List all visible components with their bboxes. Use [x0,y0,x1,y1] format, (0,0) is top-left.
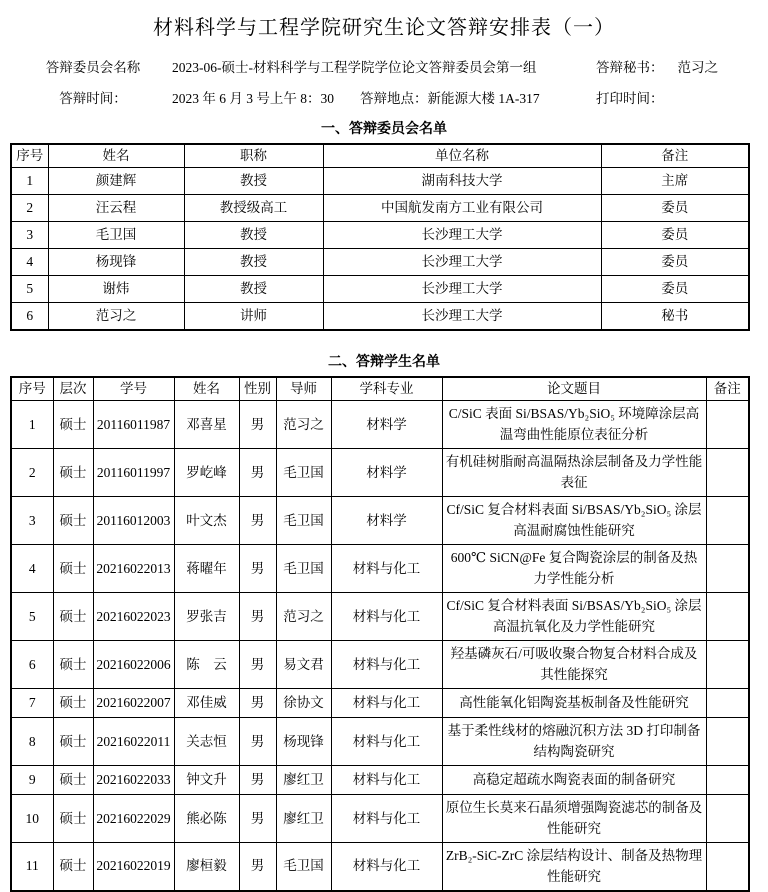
cell-title: 教授 [184,168,323,195]
col-header-note: 备注 [706,377,749,401]
cell-note [706,766,749,795]
cell-title: 教授 [184,249,323,276]
cell-major: 材料与化工 [331,795,442,843]
cell-note [706,718,749,766]
cell-name: 蒋曜年 [174,545,239,593]
student-row [11,545,749,593]
cell-org: 中国航发南方工业有限公司 [323,195,601,222]
cell-thesis-title: 600℃ SiCN@Fe 复合陶瓷涂层的制备及热力学性能分析 [442,545,706,593]
student-row [11,795,749,843]
student-row [11,641,749,689]
cell-name: 叶文杰 [174,497,239,545]
cell-gender: 男 [239,641,276,689]
cell-major: 材料与化工 [331,843,442,891]
cell-org: 长沙理工大学 [323,276,601,303]
cell-org: 长沙理工大学 [323,222,601,249]
cell-advisor: 毛卫国 [276,449,331,497]
cell-advisor: 范习之 [276,401,331,449]
col-header-major: 学科专业 [331,377,442,401]
student-row [11,593,749,641]
cell-org: 湖南科技大学 [323,168,601,195]
cell-note [706,545,749,593]
cell-advisor: 毛卫国 [276,843,331,891]
cell-no: 5 [11,276,48,303]
col-header-level: 层次 [53,377,93,401]
cell-gender: 男 [239,795,276,843]
cell-advisor: 廖红卫 [276,766,331,795]
defense-location-label: 答辩地点： [360,91,428,106]
cell-note [706,641,749,689]
cell-gender: 男 [239,718,276,766]
cell-title: 教授 [184,276,323,303]
cell-advisor: 杨现锋 [276,718,331,766]
cell-name: 熊必陈 [174,795,239,843]
cell-thesis-title: 高稳定超疏水陶瓷表面的制备研究 [442,766,706,795]
defense-time-location [172,87,596,107]
students-header-row [11,377,749,401]
cell-thesis-title: 高性能氧化铝陶瓷基板制备及性能研究 [442,689,706,718]
cell-name: 钟文升 [174,766,239,795]
cell-thesis-title: 基于柔性线材的熔融沉积方法 3D 打印制备结构陶瓷研究 [442,718,706,766]
committee-header-row [11,144,749,168]
cell-student-id: 20216022013 [93,545,174,593]
cell-name: 汪云程 [48,195,184,222]
secretary-value: 范习之 [677,60,718,75]
cell-name: 陈 云 [174,641,239,689]
defense-location-value: 新能源大楼 1A-317 [427,91,540,106]
cell-name: 罗屹峰 [174,449,239,497]
secretary-label: 答辩秘书： [596,60,664,75]
cell-advisor: 徐协文 [276,689,331,718]
committee-row [11,276,749,303]
cell-level: 硕士 [53,718,93,766]
col-header-name: 姓名 [48,144,184,168]
cell-no: 8 [11,718,53,766]
cell-note [706,401,749,449]
cell-thesis-title: ZrB₂-SiC-ZrC 涂层结构设计、制备及热物理性能研究 [442,843,706,891]
student-row [11,689,749,718]
cell-gender: 男 [239,766,276,795]
cell-major: 材料与化工 [331,545,442,593]
students-table [10,376,750,892]
committee-row [11,303,749,330]
student-row [11,401,749,449]
col-header-student-id: 学号 [93,377,174,401]
cell-advisor: 范习之 [276,593,331,641]
cell-no: 1 [11,401,53,449]
cell-no: 3 [11,497,53,545]
cell-level: 硕士 [53,795,93,843]
cell-level: 硕士 [53,843,93,891]
cell-name: 谢炜 [48,276,184,303]
col-header-org: 单位名称 [323,144,601,168]
page-title: 材料科学与工程学院研究生论文答辩安排表（一） [153,17,615,39]
col-header-gender: 性别 [239,377,276,401]
cell-student-id: 20216022033 [93,766,174,795]
cell-thesis-title: 有机硅树脂耐高温隔热涂层制备及力学性能表征 [442,449,706,497]
cell-level: 硕士 [53,689,93,718]
cell-student-id: 20216022006 [93,641,174,689]
cell-note: 主席 [601,168,749,195]
cell-name: 杨现锋 [48,249,184,276]
cell-title: 教授 [184,222,323,249]
cell-name: 廖桓毅 [174,843,239,891]
cell-advisor: 易文君 [276,641,331,689]
cell-name: 邓喜星 [174,401,239,449]
col-header-thesis: 论文题目 [442,377,706,401]
cell-note: 委员 [601,276,749,303]
meta-row-time [0,87,768,107]
student-row [11,449,749,497]
cell-major: 材料与化工 [331,766,442,795]
cell-no: 2 [11,449,53,497]
document-meta [0,56,768,107]
cell-level: 硕士 [53,449,93,497]
cell-name: 邓佳威 [174,689,239,718]
cell-no: 4 [11,545,53,593]
cell-note: 委员 [601,249,749,276]
cell-name: 毛卫国 [48,222,184,249]
cell-note [706,795,749,843]
cell-no: 1 [11,168,48,195]
cell-student-id: 20216022029 [93,795,174,843]
cell-no: 9 [11,766,53,795]
cell-gender: 男 [239,689,276,718]
cell-advisor: 毛卫国 [276,545,331,593]
cell-student-id: 20116012003 [93,497,174,545]
cell-org: 长沙理工大学 [323,249,601,276]
cell-no: 3 [11,222,48,249]
print-time-label: 打印时间： [596,91,664,106]
student-row [11,718,749,766]
cell-thesis-title: Cf/SiC 复合材料表面 Si/BSAS/Yb₂SiO₅ 涂层高温抗氧化及力学性能研究 [442,593,706,641]
cell-level: 硕士 [53,593,93,641]
cell-advisor: 毛卫国 [276,497,331,545]
committee-row [11,249,749,276]
cell-title: 讲师 [184,303,323,330]
cell-no: 7 [11,689,53,718]
cell-student-id: 20216022023 [93,593,174,641]
defense-time-value: 2023 年 6 月 3 号上午 8：30 [172,91,334,106]
cell-major: 材料学 [331,449,442,497]
cell-name: 罗张吉 [174,593,239,641]
committee-row [11,195,749,222]
committee-name-label: 答辩委员会名称 [45,60,141,75]
student-row [11,497,749,545]
cell-major: 材料学 [331,401,442,449]
cell-thesis-title: Cf/SiC 复合材料表面 Si/BSAS/Yb₂SiO₅ 涂层高温耐腐蚀性能研究 [442,497,706,545]
cell-name: 关志恒 [174,718,239,766]
cell-major: 材料与化工 [331,641,442,689]
cell-thesis-title: 羟基磷灰石/可吸收聚合物复合材料合成及其性能探究 [442,641,706,689]
cell-note: 秘书 [601,303,749,330]
cell-note: 委员 [601,195,749,222]
cell-note [706,497,749,545]
cell-no: 10 [11,795,53,843]
col-header-no: 序号 [11,144,48,168]
cell-note [706,689,749,718]
cell-note [706,449,749,497]
committee-table [10,143,750,331]
cell-student-id: 20216022019 [93,843,174,891]
committee-name-value: 2023-06-硕士-材料科学与工程学院学位论文答辩委员会第一组 [172,60,537,75]
cell-level: 硕士 [53,766,93,795]
cell-name: 范习之 [48,303,184,330]
cell-student-id: 20116011997 [93,449,174,497]
cell-note [706,843,749,891]
col-header-note: 备注 [601,144,749,168]
cell-student-id: 20116011987 [93,401,174,449]
cell-thesis-title: 原位生长莫来石晶须增强陶瓷滤芯的制备及性能研究 [442,795,706,843]
cell-level: 硕士 [53,641,93,689]
defense-time-label: 答辩时间： [59,91,127,106]
col-header-name: 姓名 [174,377,239,401]
student-row [11,843,749,891]
cell-no: 4 [11,249,48,276]
cell-gender: 男 [239,843,276,891]
cell-student-id: 20216022007 [93,689,174,718]
section-title-committee: 一、答辩委员会名单 [321,122,447,137]
cell-gender: 男 [239,401,276,449]
section-title-students: 二、答辩学生名单 [328,354,440,370]
cell-no: 2 [11,195,48,222]
cell-thesis-title: C/SiC 表面 Si/BSAS/Yb₂SiO₅ 环境障涂层高温弯曲性能原位表征分析 [442,401,706,449]
cell-no: 6 [11,641,53,689]
cell-student-id: 20216022011 [93,718,174,766]
cell-gender: 男 [239,545,276,593]
cell-gender: 男 [239,593,276,641]
cell-note [706,593,749,641]
cell-advisor: 廖红卫 [276,795,331,843]
cell-note: 委员 [601,222,749,249]
cell-major: 材料与化工 [331,593,442,641]
cell-gender: 男 [239,497,276,545]
cell-org: 长沙理工大学 [323,303,601,330]
cell-no: 11 [11,843,53,891]
cell-level: 硕士 [53,545,93,593]
secretary-field [596,56,754,76]
meta-row-committee [0,56,768,76]
cell-name: 颜建辉 [48,168,184,195]
cell-level: 硕士 [53,401,93,449]
cell-gender: 男 [239,449,276,497]
col-header-title: 职称 [184,144,323,168]
cell-no: 6 [11,303,48,330]
cell-major: 材料学 [331,497,442,545]
cell-title: 教授级高工 [184,195,323,222]
student-row [11,766,749,795]
col-header-no: 序号 [11,377,53,401]
committee-row [11,222,749,249]
cell-level: 硕士 [53,497,93,545]
col-header-advisor: 导师 [276,377,331,401]
committee-row [11,168,749,195]
cell-no: 5 [11,593,53,641]
cell-major: 材料与化工 [331,718,442,766]
cell-major: 材料与化工 [331,689,442,718]
